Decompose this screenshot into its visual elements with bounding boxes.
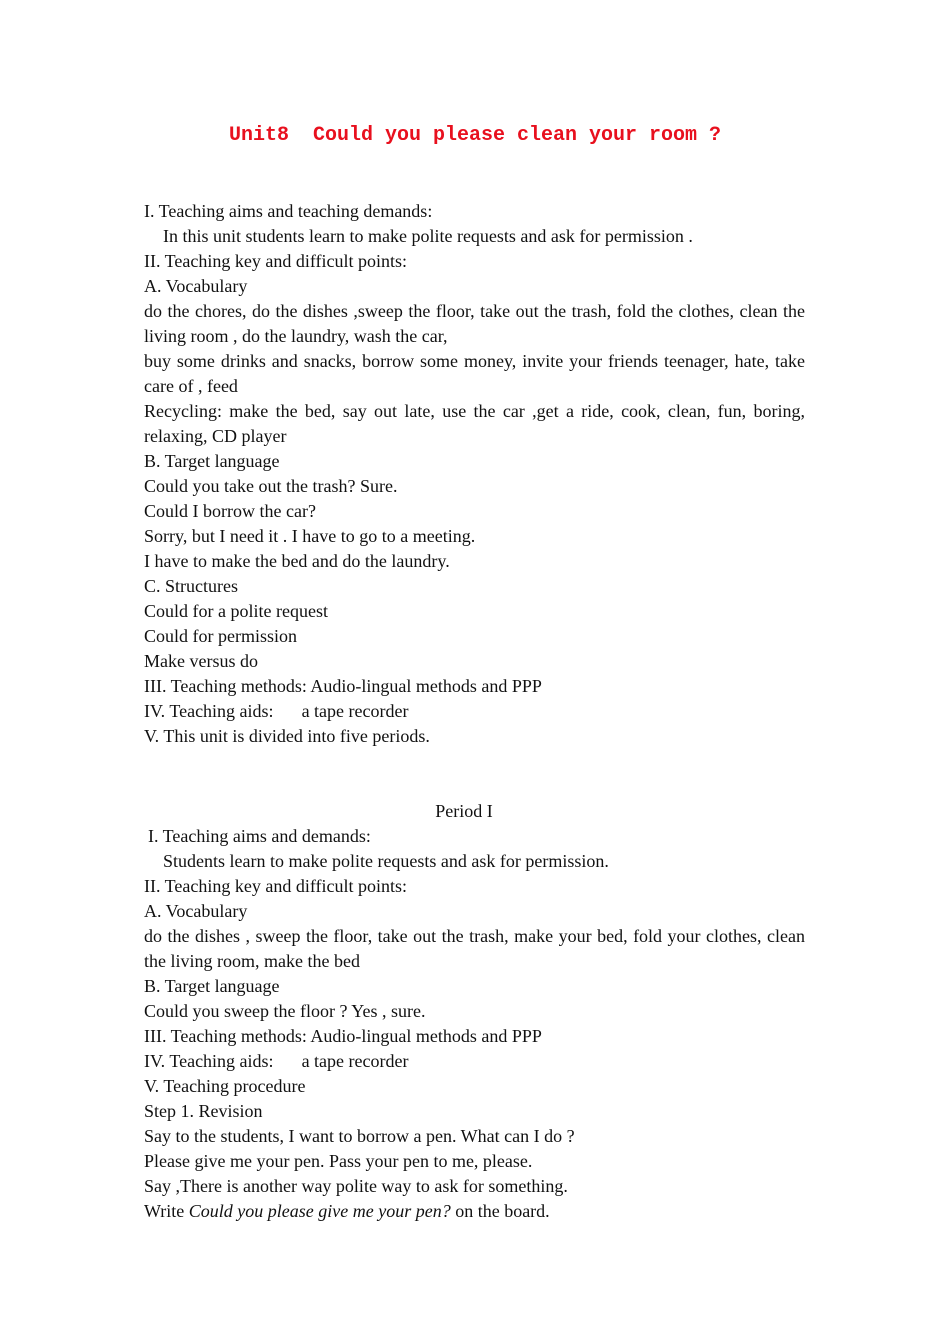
section-spacer — [144, 749, 805, 799]
unit-structures-heading: C. Structures — [144, 576, 238, 596]
unit-recycling-list: Recycling: make the bed, say out late, use the car ,get a ride, cook, clean, fun, boring, relaxing, CD player — [144, 401, 805, 446]
period-aims-heading: I. Teaching aims and demands: — [148, 826, 371, 846]
unit-vocabulary-list-1: do the chores, do the dishes ,sweep the floor, take out the trash, fold the clothes, clean the living room , do the laundry, wash the car, — [144, 301, 805, 346]
period-target-language-heading: B. Target language — [144, 976, 280, 996]
period-vocabulary-heading: A. Vocabulary — [144, 901, 248, 921]
unit-aims-text: In this unit students learn to make polite requests and ask for permission . — [163, 226, 693, 246]
document-title: Unit8 Could you please clean your room ? — [228, 124, 722, 147]
unit-structure-item: Could for a polite request — [144, 601, 328, 621]
period-methods: III. Teaching methods: Audio-lingual methods and PPP — [144, 1026, 542, 1046]
unit-vocabulary-heading: A. Vocabulary — [144, 276, 248, 296]
unit-structure-item: Make versus do — [144, 651, 258, 671]
document-body — [144, 199, 805, 1224]
procedure-line: Please give me your pen. Pass your pen to me, please. — [144, 1151, 533, 1171]
period-aims-text: Students learn to make polite requests and ask for permission. — [163, 851, 609, 871]
procedure-line: Say to the students, I want to borrow a pen. What can I do ? — [144, 1126, 575, 1146]
unit-methods: III. Teaching methods: Audio-lingual methods and PPP — [144, 676, 542, 696]
unit-target-sentence: I have to make the bed and do the laundry. — [144, 551, 450, 571]
unit-target-language-heading: B. Target language — [144, 451, 280, 471]
write-example-sentence: Could you please give me your pen? — [188, 1201, 451, 1221]
period-aids-label: IV. Teaching aids: — [144, 1051, 274, 1071]
unit-structure-item: Could for permission — [144, 626, 297, 646]
unit-target-sentence: Could I borrow the car? — [144, 501, 316, 521]
unit-aids — [144, 699, 805, 724]
period-aids-value: a tape recorder — [301, 1051, 409, 1071]
period-aids — [144, 1049, 805, 1074]
period-target-sentence: Could you sweep the floor ? Yes , sure. — [144, 1001, 426, 1021]
unit-periods-note: V. This unit is divided into five periods. — [144, 726, 430, 746]
step-heading: Step 1. Revision — [144, 1101, 263, 1121]
write-prefix: Write — [144, 1201, 185, 1221]
period-heading: Period I — [435, 801, 493, 821]
procedure-line: Say ,There is another way polite way to ask for something. — [144, 1176, 568, 1196]
unit-aids-value: a tape recorder — [301, 701, 409, 721]
procedure-line-write — [144, 1199, 805, 1224]
unit-aids-label: IV. Teaching aids: — [144, 701, 274, 721]
unit-aims-heading: I. Teaching aims and teaching demands: — [144, 201, 433, 221]
period-key-points-heading: II. Teaching key and difficult points: — [144, 876, 408, 896]
unit-target-sentence: Could you take out the trash? Sure. — [144, 476, 398, 496]
unit-key-points-heading: II. Teaching key and difficult points: — [144, 251, 408, 271]
period-vocabulary-list: do the dishes , sweep the floor, take out the trash, make your bed, fold your clothes, clean the living room, make the bed — [144, 926, 805, 971]
unit-target-sentence: Sorry, but I need it . I have to go to a meeting. — [144, 526, 476, 546]
period-procedure-heading: V. Teaching procedure — [144, 1076, 306, 1096]
write-suffix: on the board. — [455, 1201, 550, 1221]
unit-vocabulary-list-2: buy some drinks and snacks, borrow some money, invite your friends teenager, hate, take care of , feed — [144, 351, 805, 396]
